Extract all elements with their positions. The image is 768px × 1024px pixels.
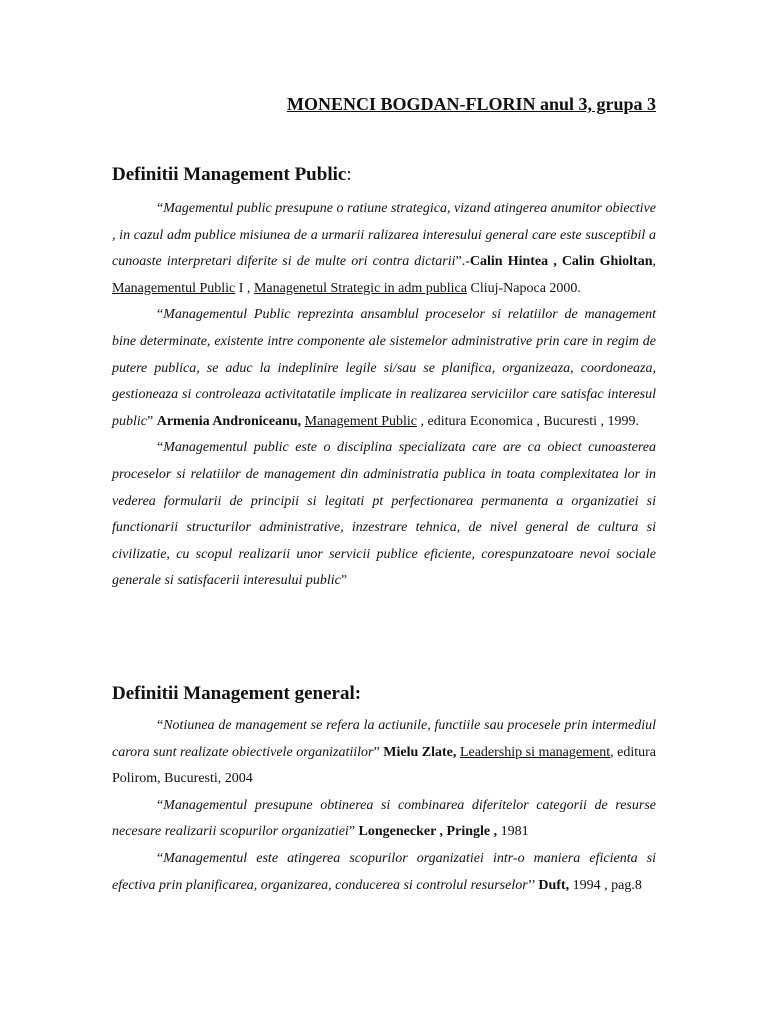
citation-details: , editura Polirom, Bucuresti, 2004 xyxy=(112,744,656,787)
definition-quote: Notiunea de management se refera la actiunile, functiile sau procesele prin intermediul carora sunt realizate obiectivele organizatiilor xyxy=(112,718,656,760)
close-quote: ’’ xyxy=(527,877,539,893)
citation-details: 1981 xyxy=(497,824,529,840)
definition-paragraph xyxy=(112,302,656,435)
definition-quote: Managementul public este o disciplina specializata care are ca obiect cunoasterea proceselor si relatiilor de management din administratia publica in toata complexitatea lor in vederea formularii de principii si legitati pt perfectionarea permanenta a organizatiei si functionarii structurilor administrative, inzestrare tehnica, de nivel general de cultura si civilizatie, cu scopul realizarii unor servicii publice eficiente, corespunzatoare nevoi sociale generale si satisfacerii interesului public xyxy=(112,440,656,589)
citation-work: Leadership si management xyxy=(459,744,611,760)
definition-quote: Managementul presupune obtinerea si combinarea diferitelor categorii de resurse necesare realizarii scopurilor organizatiei xyxy=(112,797,656,840)
citation-work: Managenetul Strategic in adm publica xyxy=(253,280,467,296)
citation-separator: I , xyxy=(235,280,254,296)
citation-author: Mielu Zlate, xyxy=(383,744,457,760)
section-title-colon: : xyxy=(346,164,352,185)
section-title-public xyxy=(112,164,352,186)
definition-paragraph xyxy=(112,435,656,595)
definition-quote: Managementul Public reprezinta ansamblul proceselor si relatiilor de management bine determinate, existente intre componente ale sistemelor administrative prin care in regim de putere publica, se aduc la indeplinire legile si/sau se planifica, organizeaza, coordoneaza, gestioneaza si controleaza activitatatile implicate in realizarea serviciilor care satisfac interesul public xyxy=(112,307,656,429)
close-quote: ”.- xyxy=(455,254,470,270)
student-header: MONENCI BOGDAN-FLORIN anul 3, grupa 3 xyxy=(286,94,656,114)
citation-work: Management Public xyxy=(304,413,418,429)
definition-paragraph xyxy=(112,713,656,793)
citation-work: Managementul Public xyxy=(112,280,236,296)
citation-author: Calin Hintea , Calin Ghioltan xyxy=(469,254,653,270)
citation-author: Longenecker , Pringle , xyxy=(358,824,498,840)
open-quote: “ xyxy=(157,850,164,866)
citation-separator: , xyxy=(652,254,656,270)
close-quote: ” xyxy=(348,824,359,840)
open-quote: “ xyxy=(157,201,164,216)
open-quote: “ xyxy=(157,440,164,456)
section-title-text: Definitii Management Public xyxy=(112,164,347,185)
definition-paragraph xyxy=(112,196,656,302)
open-quote: “ xyxy=(157,718,164,733)
citation-details: Cliuj-Napoca 2000. xyxy=(466,280,581,296)
general-definitions xyxy=(112,713,656,899)
section-title-general: Definitii Management general: xyxy=(112,683,362,704)
citation-details: , editura Economica , Bucuresti , 1999. xyxy=(417,413,640,429)
definition-quote: Magementul public presupune o ratiune strategica, vizand atingerea anumitor obiective , in cazul adm publice misiunea de a urmarii ralizarea interesului general care este susceptibil a cunoaste interpretari diferite si de multe ori contra dictarii xyxy=(112,201,656,270)
definition-quote: Managementul este atingerea scopurilor organizatiei intr-o maniera eficienta si efectiva prin planificarea, organizarea, conducerea si controlul resurselor xyxy=(112,850,656,893)
open-quote: “ xyxy=(157,307,164,323)
open-quote: “ xyxy=(157,797,164,813)
close-quote: ” xyxy=(373,744,384,760)
close-quote: ” xyxy=(147,413,157,429)
citation-author: Armenia Androniceanu, xyxy=(156,413,302,429)
definition-paragraph xyxy=(112,846,656,899)
close-quote: ” xyxy=(340,573,348,589)
citation-author: Duft, xyxy=(538,877,570,893)
public-definitions xyxy=(112,196,656,595)
definition-paragraph xyxy=(112,793,656,846)
citation-details: 1994 , pag.8 xyxy=(569,877,642,893)
